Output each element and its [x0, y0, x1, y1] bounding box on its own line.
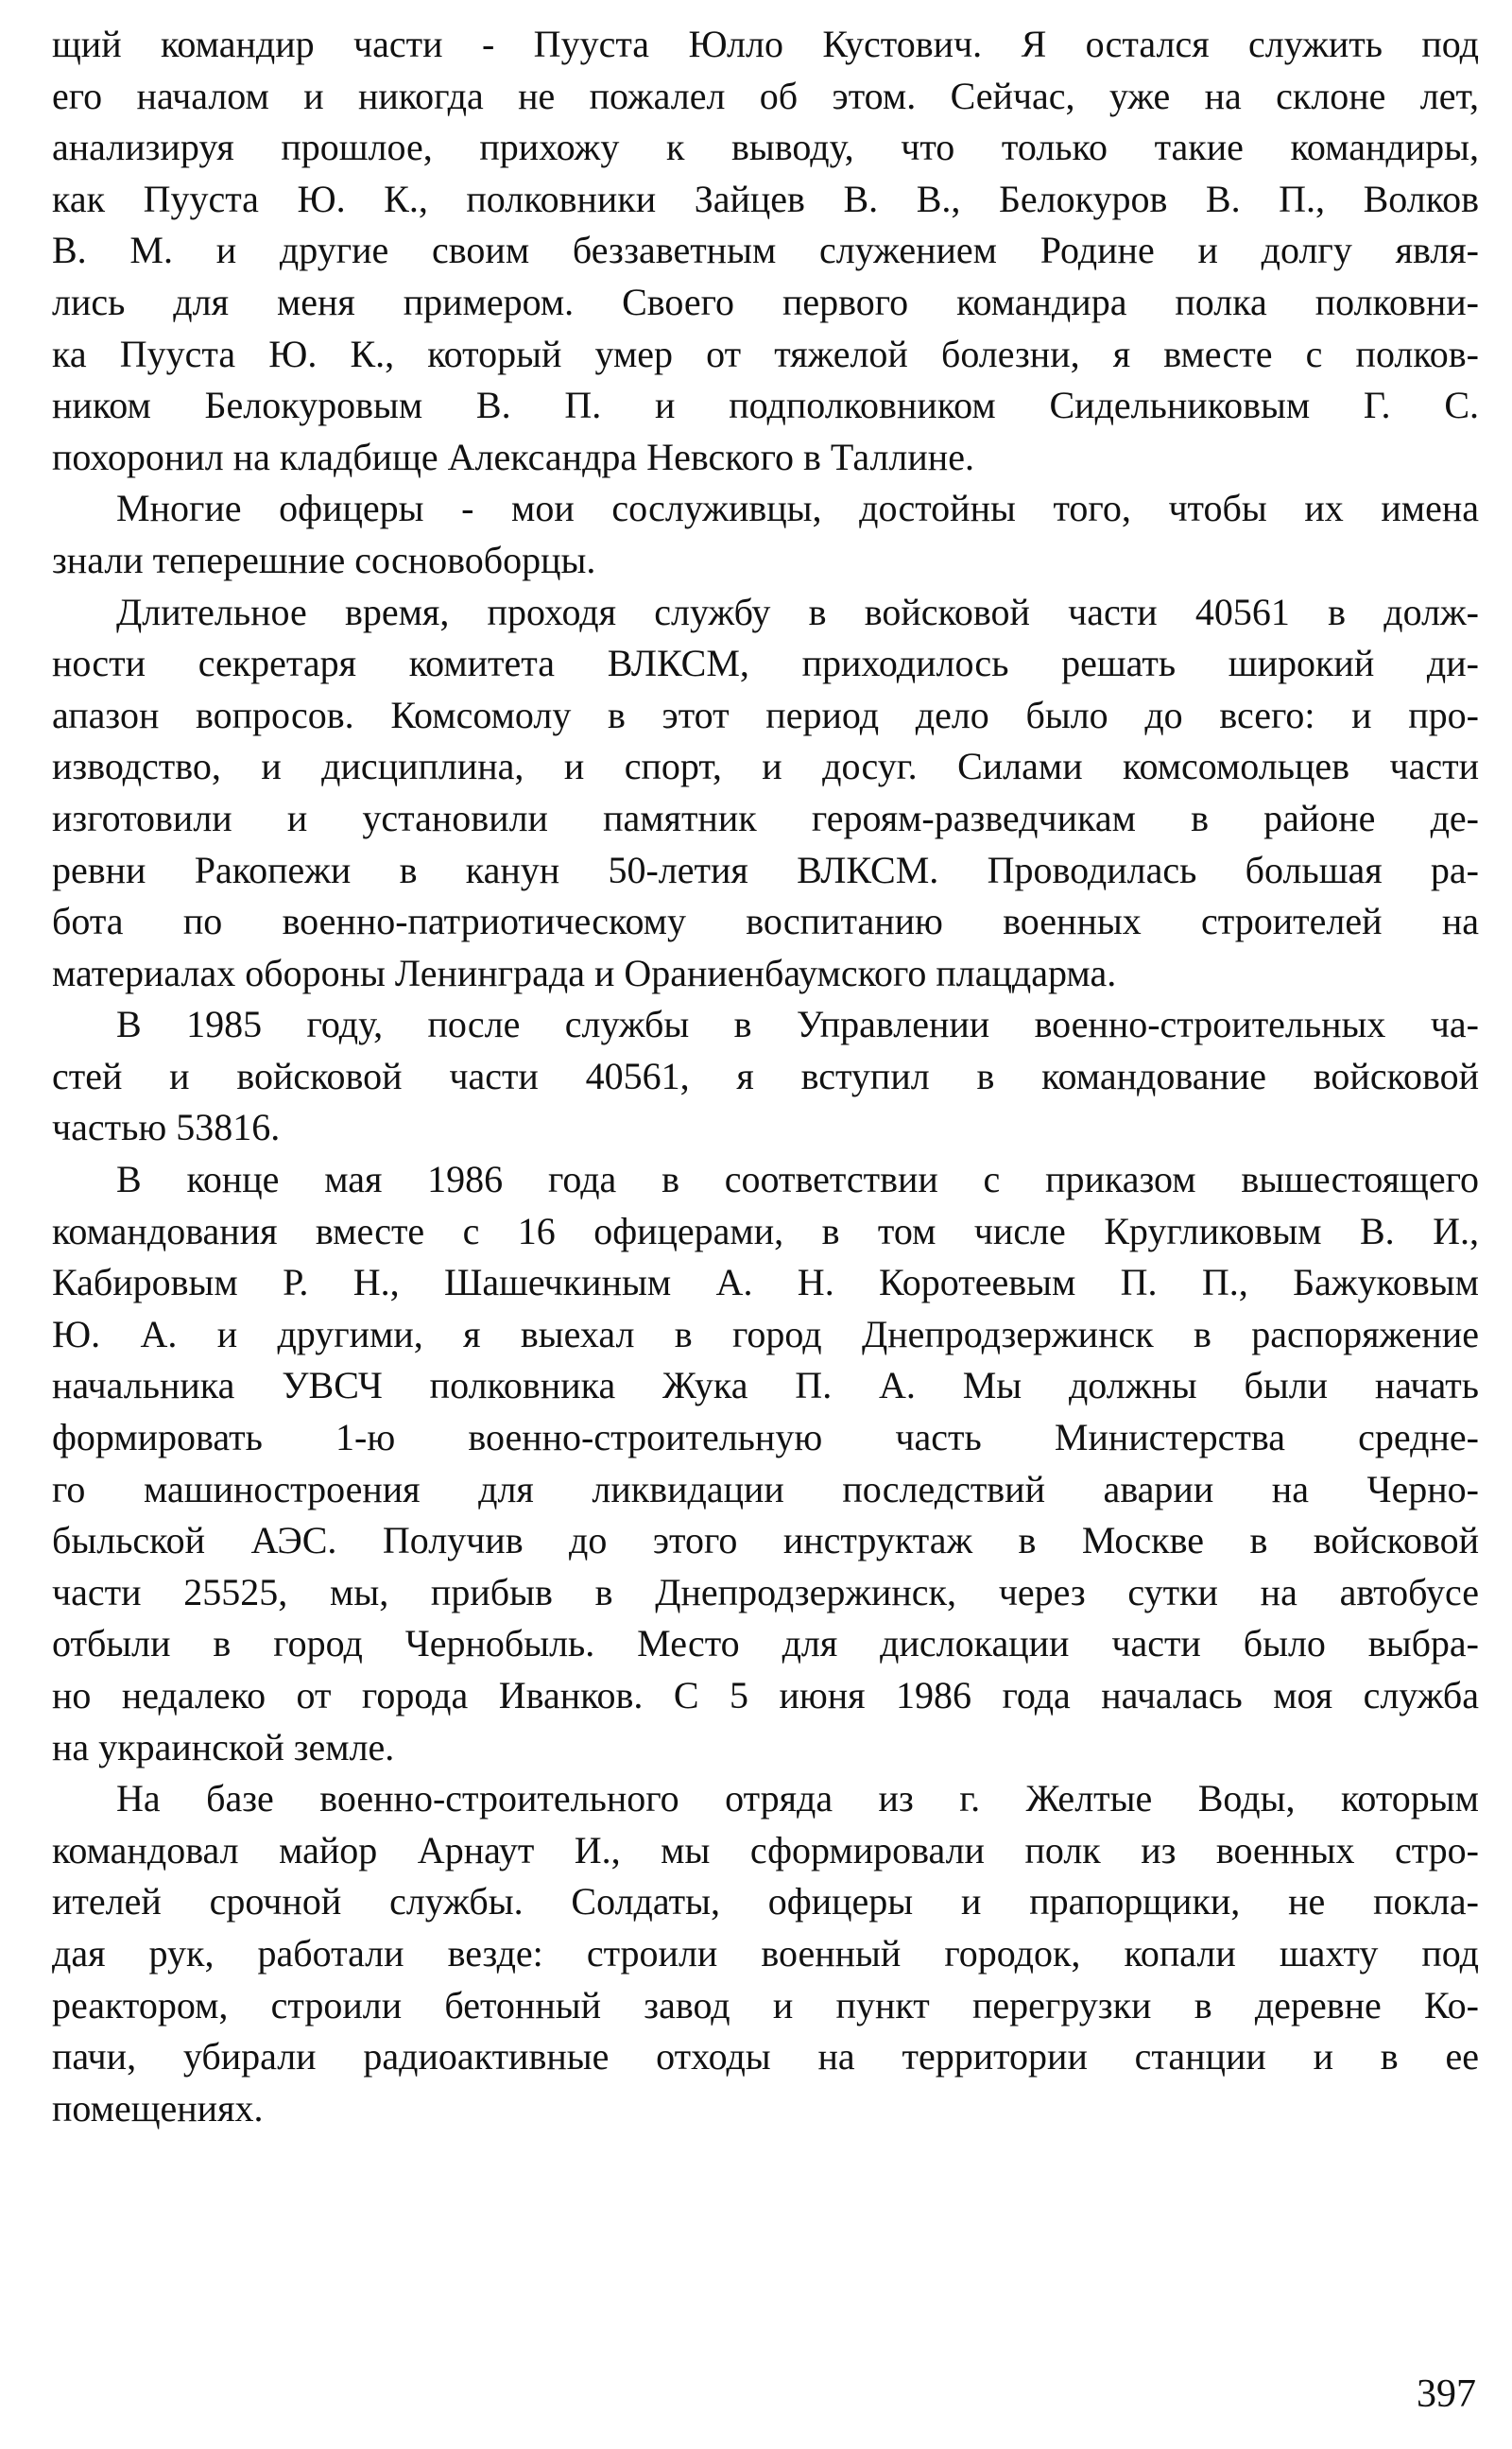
- text-line: щий командир части - Пууста Юлло Кустович. Я остался служить под: [52, 23, 1479, 65]
- text-line: Длительное время, проходя службу в войсковой части 40561 в долж-: [116, 590, 1479, 633]
- text-line: В 1985 году, после службы в Управлении военно-строительных ча-: [116, 1003, 1479, 1046]
- text-line: командования вместе с 16 офицерами, в том числе Кругликовым В. И.,: [52, 1209, 1479, 1252]
- text-line: отбыли в город Чернобыль. Место для дислокации части было выбра-: [52, 1622, 1479, 1665]
- text-line: ка Пууста Ю. К., который умер от тяжелой болезни, я вместе с полков-: [52, 332, 1479, 375]
- text-line: пачи, убирали радиоактивные отходы на территории станции и в ее: [52, 2035, 1479, 2078]
- text-line: На базе военно-строительного отряда из г. Желтые Воды, которым: [116, 1777, 1479, 1820]
- text-line: знали теперешние сосновоборцы.: [52, 538, 596, 581]
- text-line: его началом и никогда не пожалел об этом. Сейчас, уже на склоне лет,: [52, 74, 1479, 117]
- text-line: на украинской земле.: [52, 1725, 395, 1768]
- text-line: Кабировым Р. Н., Шашечкиным А. Н. Коротеевым П. П., Бажуковым: [52, 1261, 1479, 1304]
- text-line: стей и войсковой части 40561, я вступил в командование войсковой: [52, 1054, 1479, 1097]
- text-line: помещениях.: [52, 2086, 264, 2130]
- text-line: ником Белокуровым В. П. и подполковником Сидельниковым Г. С.: [52, 384, 1479, 427]
- text-line: бота по военно-патриотическому воспитанию военных строителей на: [52, 900, 1479, 943]
- text-line: командовал майор Арнаут И., мы сформировали полк из военных стро-: [52, 1828, 1479, 1871]
- text-line: го машиностроения для ликвидации последствий аварии на Черно-: [52, 1467, 1479, 1510]
- text-line: анализируя прошлое, прихожу к выводу, что только такие командиры,: [52, 126, 1479, 169]
- paragraph-5: [52, 1154, 1479, 1773]
- text-line: изготовили и установили памятник героям-разведчикам в районе де-: [52, 796, 1479, 839]
- text-line: ности секретаря комитета ВЛКСМ, приходилось решать широкий ди-: [52, 642, 1479, 685]
- text-line: как Пууста Ю. К., полковники Зайцев В. В., Белокуров В. П., Волков: [52, 177, 1479, 220]
- paragraph-6: [52, 1773, 1479, 2134]
- text-line: ревни Ракопежи в канун 50-летия ВЛКСМ. Проводилась большая ра-: [52, 848, 1479, 891]
- text-line: лись для меня примером. Своего первого командира полка полковни-: [52, 280, 1479, 323]
- page-number: 397: [1417, 2372, 1476, 2416]
- text-line: похоронил на кладбище Александра Невского в Таллине.: [52, 435, 974, 478]
- paragraph-4: [52, 999, 1479, 1154]
- text-line: частью 53816.: [52, 1106, 281, 1149]
- page-body: [52, 19, 1479, 2134]
- text-line: В конце мая 1986 года в соответствии с приказом вышестоящего: [116, 1158, 1479, 1201]
- paragraph-1: [52, 19, 1479, 483]
- text-line: Ю. А. и другими, я выехал в город Днепродзержинск в распоряжение: [52, 1312, 1479, 1355]
- text-line: изводство, и дисциплина, и спорт, и досуг. Силами комсомольцев части: [52, 745, 1479, 788]
- text-line: реактором, строили бетонный завод и пункт перегрузки в деревне Ко-: [52, 1983, 1479, 2026]
- text-line: части 25525, мы, прибыв в Днепродзержинск, через сутки на автобусе: [52, 1570, 1479, 1613]
- text-line: дая рук, работали везде: строили военный городок, копали шахту под: [52, 1931, 1479, 1975]
- text-line: формировать 1-ю военно-строительную часть Министерства средне-: [52, 1416, 1479, 1459]
- text-line: В. М. и другие своим беззаветным служением Родине и долгу явля-: [52, 229, 1479, 272]
- text-line: начальника УВСЧ полковника Жука П. А. Мы должны были начать: [52, 1364, 1479, 1407]
- paragraph-3: [52, 587, 1479, 1000]
- text-line: но недалеко от города Иванков. С 5 июня 1986 года началась моя служба: [52, 1674, 1479, 1716]
- paragraph-2: [52, 483, 1479, 586]
- text-line: материалах обороны Ленинграда и Ораниенбаумского плацдарма.: [52, 951, 1117, 994]
- text-line: Многие офицеры - мои сослуживцы, достойны того, чтобы их имена: [116, 487, 1479, 530]
- text-line: апазон вопросов. Комсомолу в этот период дело было до всего: и про-: [52, 693, 1479, 736]
- text-line: быльской АЭС. Получив до этого инструктаж в Москве в войсковой: [52, 1519, 1479, 1562]
- text-line: ителей срочной службы. Солдаты, офицеры и прапорщики, не покла-: [52, 1880, 1479, 1923]
